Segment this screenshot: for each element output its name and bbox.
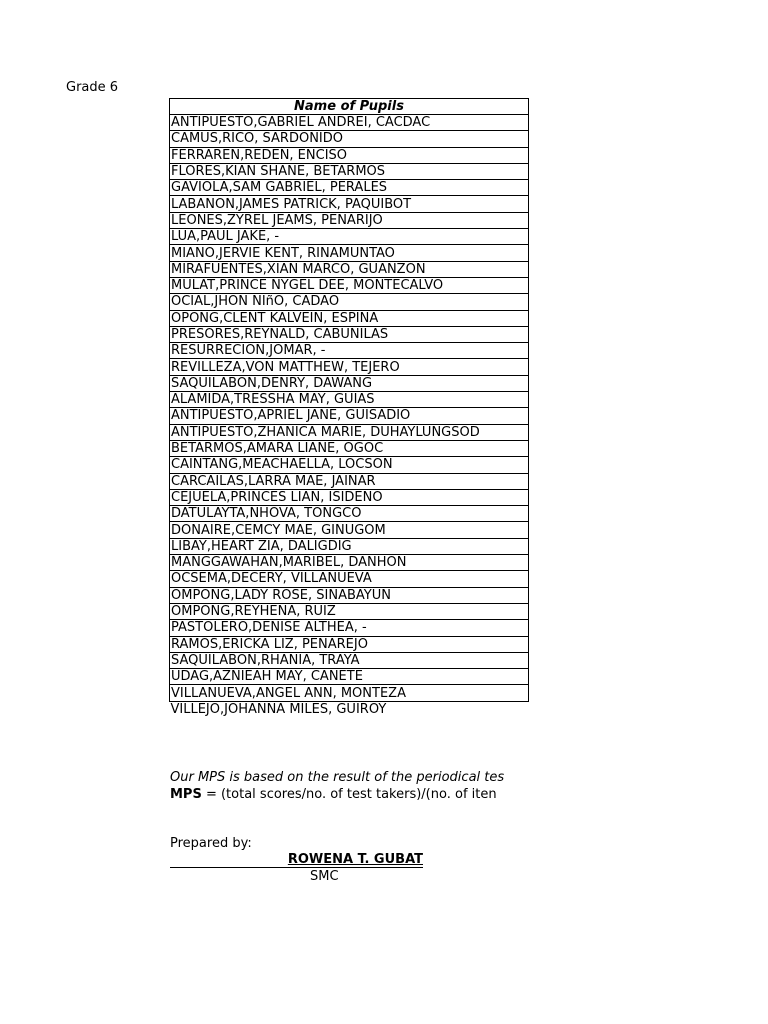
table-row: [170, 701, 529, 717]
pupil-name-cell: MIANO,JERVIE KENT, RINAMUNTAO: [170, 245, 529, 261]
pupil-name-cell: BETARMOS,AMARA LIANE, OGOC: [170, 440, 529, 456]
table-row: [170, 180, 529, 196]
table-row: [170, 522, 529, 538]
table-row: [170, 506, 529, 522]
table-row: [170, 359, 529, 375]
table-row: [170, 457, 529, 473]
pupil-name-cell: LIBAY,HEART ZIA, DALIGDIG: [170, 538, 529, 554]
table-row: [170, 115, 529, 131]
pupil-name-cell: UDAG,AZNIEAH MAY, CANETE: [170, 669, 529, 685]
table-row: [170, 408, 529, 424]
pupil-name-cell: OCSEMA,DECERY, VILLANUEVA: [170, 571, 529, 587]
mps-formula-note: [170, 787, 529, 803]
pupil-rows: [170, 115, 529, 717]
table-row: [170, 326, 529, 342]
table-row: [170, 555, 529, 571]
table-row: [170, 245, 529, 261]
signatory-position: SMC: [310, 869, 339, 884]
pupil-name-cell: LABANON,JAMES PATRICK, PAQUIBOT: [170, 196, 529, 212]
grade-label: Grade 6: [66, 80, 119, 95]
pupil-name-cell: VILLANUEVA,ANGEL ANN, MONTEZA: [170, 685, 529, 701]
table-row: [170, 196, 529, 212]
pupil-name-cell: OMPONG,REYHENA, RUIZ: [170, 603, 529, 619]
pupil-name-cell: LEONES,ZYREL JEAMS, PENARIJO: [170, 212, 529, 228]
pupil-name-cell: MULAT,PRINCE NYGEL DEE, MONTECALVO: [170, 277, 529, 293]
pupil-name-cell: CAINTANG,MEACHAELLA, LOCSON: [170, 457, 529, 473]
table-header-row: [170, 99, 529, 115]
column-header-name-of-pupils: Name of Pupils: [170, 99, 529, 115]
pupil-name-cell: CEJUELA,PRINCES LIAN, ISIDEÑO: [170, 489, 529, 505]
table-row: [170, 440, 529, 456]
table-row: [170, 473, 529, 489]
signatory-name: ROWENA T. GUBAT: [170, 853, 423, 868]
pupil-name-cell: ANTIPUESTO,APRIEL JANE, GUISADIO: [170, 408, 529, 424]
table-row: [170, 424, 529, 440]
pupil-name-cell: SAQUILABON,DENRY, DAWANG: [170, 375, 529, 391]
table-row: [170, 294, 529, 310]
pupil-name-cell: ALAMIDA,TRESSHA MAY, GUIAS: [170, 392, 529, 408]
pupil-name-cell: VILLEJO,JOHANNA MILES, GUIROY: [170, 701, 387, 717]
pupil-name-cell: SAQUILABON,RHANIA, TRAYA: [170, 652, 529, 668]
table-row: [170, 261, 529, 277]
table-row: [170, 587, 529, 603]
pupil-name-cell: MANGGAWAHAN,MARIBEL, DANHON: [170, 555, 529, 571]
pupil-name-cell: CAMUS,RICO, SARDONIDO: [170, 131, 529, 147]
table-row: [170, 343, 529, 359]
table-row: [170, 636, 529, 652]
pupil-name-cell: DONAIRE,CEMCY MAE, GINUGOM: [170, 522, 529, 538]
table-row: [170, 277, 529, 293]
table-row: [170, 310, 529, 326]
pupil-name-cell: REVILLEZA,VON MATTHEW, TEJERO: [170, 359, 529, 375]
table-row: [170, 489, 529, 505]
table-row: [170, 163, 529, 179]
table-row: [170, 131, 529, 147]
table-row: [170, 685, 529, 701]
pupil-name-cell: GAVIOLA,SAM GABRIEL, PERALES: [170, 180, 529, 196]
table-row: [170, 652, 529, 668]
prepared-by-label: Prepared by:: [170, 836, 252, 851]
pupil-name-cell: ANTIPUESTO,GABRIEL ANDREI, CACDAC: [170, 115, 529, 131]
pupils-table: [169, 98, 529, 717]
pupil-name-cell: OPONG,CLENT KALVEIN, ESPINA: [170, 310, 529, 326]
table-row: [170, 538, 529, 554]
table-row: [170, 669, 529, 685]
table-row: [170, 147, 529, 163]
table-row: [170, 392, 529, 408]
mps-basis-note: Our MPS is based on the result of the periodical tes: [170, 770, 505, 785]
pupil-name-cell: OMPONG,LADY ROSE, SINABAYUN: [170, 587, 529, 603]
pupil-name-cell: LUA,PAUL JAKE, -: [170, 229, 529, 245]
table-row: [170, 620, 529, 636]
mps-label: MPS: [170, 787, 202, 802]
pupil-name-cell: ANTIPUESTO,ZHANICA MARIE, DUHAYLUNGSOD: [170, 424, 529, 440]
pupil-name-cell: PASTOLERO,DENISE ALTHEA, -: [170, 620, 529, 636]
pupil-name-cell: RAMOS,ERICKA LIZ, PENAREJO: [170, 636, 529, 652]
pupil-name-cell: PRESORES,REYNALD, CABUNILAS: [170, 326, 529, 342]
table-row: [170, 375, 529, 391]
table-row: [170, 229, 529, 245]
pupil-name-cell: RESURRECION,JOMAR, -: [170, 343, 529, 359]
pupil-name-cell: DATULAYTA,NHOVA, TONGCO: [170, 506, 529, 522]
mps-formula-text: = (total scores/no. of test takers)/(no. of iten: [201, 787, 497, 802]
pupil-name-cell: OCIAL,JHON NIñO, CADAO: [170, 294, 529, 310]
pupils-sheet: [169, 98, 529, 717]
pupil-name-cell: MIRAFUENTES,XIAN MARCO, GUANZON: [170, 261, 529, 277]
pupil-name-cell: CARCAILAS,LARRA MAE, JAINAR: [170, 473, 529, 489]
pupil-name-cell: FLORES,KIAN SHANE, BETARMOS: [170, 163, 529, 179]
table-row: [170, 212, 529, 228]
table-row: [170, 603, 529, 619]
table-row: [170, 571, 529, 587]
pupil-name-cell: FERRAREN,REDEN, ENCISO: [170, 147, 529, 163]
